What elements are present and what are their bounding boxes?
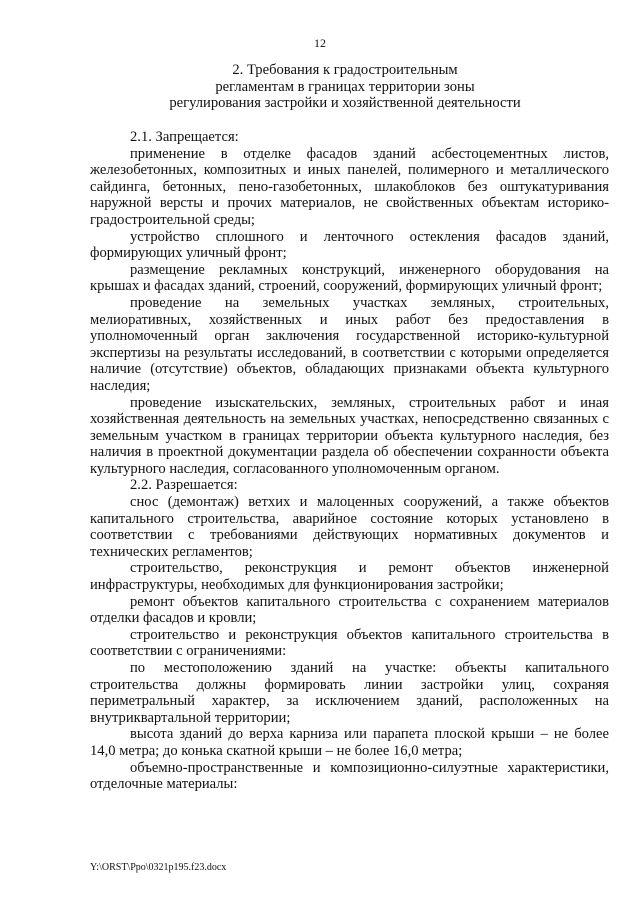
list-item: проведение изыскательских, земляных, строительных работ и иная хозяйственная деятельность на земельных участках, непосредственно связанных с земельным участком в границах территории объекта культурного наследия, без наличия в проектной документации раздела об обеспечении сохранности объекта культурного наследия, согласованного уполномоченным органом. — [90, 394, 609, 477]
heading-line-3: регулирования застройки и хозяйственной деятельности — [169, 95, 521, 112]
list-item: ремонт объектов капитального строительства с сохранением материалов отделки фасадов и кровли; — [90, 593, 609, 627]
list-item: проведение на земельных участках земляных, строительных, мелиоративных, хозяйственных и иных работ без предоставления в уполномоченный орган заключения государственной историко-культурной экспертизы на результаты исследований, в соответствии с которыми определяется наличие (отсутствие) объектов, обладающих признаками объекта культурного наследия; — [90, 294, 609, 394]
heading-line-2: регламентам в границах территории зоны — [215, 78, 475, 95]
list-item: объемно-пространственные и композиционно-силуэтные характеристики, отделочные материалы: — [90, 759, 609, 793]
list-item: применение в отделке фасадов зданий асбестоцементных листов, железобетонных, композитных и иных панелей, полимерного и металлического сайдинга, бетонных, пено-газобетонных, шлакоблоков без оштукатуривания наружной версты и прочих материалов, не свойственных объектам историко-градостроительной среды; — [90, 145, 609, 228]
list-item: устройство сплошного и ленточного остекления фасадов зданий, формирующих уличный фронт; — [90, 228, 609, 262]
heading-line-1: 2. Требования к градостроительным — [232, 62, 458, 78]
footer-file-path: Y:\ORST\Ppo\0321p195.f23.docx — [90, 862, 227, 873]
list-item: строительство, реконструкция и ремонт объектов инженерной инфраструктуры, необходимых для функционирования застройки; — [90, 560, 609, 594]
list-item: высота зданий до верха карниза или парапета плоской крыши – не более 14,0 метра; до конька скатной крыши – не более 16,0 метра; — [90, 726, 609, 759]
section-heading — [140, 62, 550, 112]
subsection-title-prohibited: 2.1. Запрещается: — [130, 129, 239, 145]
document-body — [90, 129, 609, 793]
list-item: размещение рекламных конструкций, инженерного оборудования на крышах и фасадах зданий, строений, сооружений, формирующих уличный фронт; — [90, 261, 609, 295]
subsection-title-permitted: 2.2. Разрешается: — [130, 477, 238, 494]
list-item: снос (демонтаж) ветхих и малоценных сооружений, а также объектов капитального строительства, аварийное состояние которых установлено в соответствии с требованиями действующих нормативных документов и технических регламентов; — [90, 494, 609, 560]
page-number: 12 — [314, 36, 326, 50]
list-item: строительство и реконструкция объектов капитального строительства в соответствии с ограничениями: — [90, 626, 609, 660]
list-item: по местоположению зданий на участке: объекты капитального строительства должны формировать линии застройки улиц, сохраняя периметральный характер, за исключением зданий, расположенных на внутриквартальной территории; — [90, 660, 609, 726]
